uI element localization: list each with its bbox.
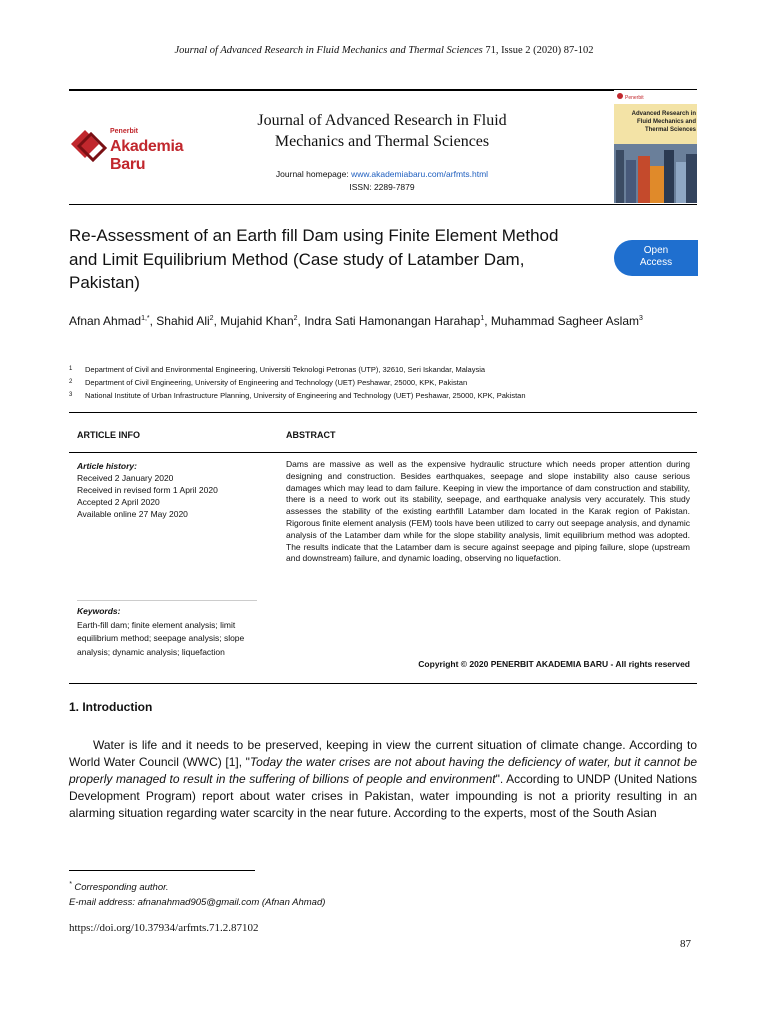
- article-info-header: ARTICLE INFO: [77, 430, 140, 440]
- doi-link[interactable]: https://doi.org/10.37934/arfmts.71.2.87102: [69, 922, 259, 934]
- author-name: Shahid Ali: [156, 314, 210, 328]
- affiliations: [69, 363, 697, 402]
- journal-homepage: [232, 168, 532, 194]
- info-top-rule: [69, 412, 697, 413]
- open-access-line2: Access: [639, 257, 673, 268]
- author-name: Muhammad Sagheer Aslam: [490, 314, 639, 328]
- history-item: Accepted 2 April 2020: [77, 497, 160, 507]
- affiliation-number: 3: [69, 392, 73, 398]
- section-heading: 1. Introduction: [69, 700, 153, 714]
- journal-title: Journal of Advanced Research in Fluid Mechanics and Thermal Sciences: [257, 112, 507, 150]
- intro-paragraph: [69, 737, 697, 822]
- author-name: Mujahid Khan: [220, 314, 294, 328]
- history-item: Received 2 January 2020: [77, 473, 174, 483]
- author-name: Indra Sati Hamonangan Harahap: [304, 314, 481, 328]
- abstract-header: ABSTRACT: [286, 430, 336, 440]
- history-label: Article history:: [77, 461, 137, 471]
- homepage-label: Journal homepage:: [275, 169, 352, 179]
- footnote: [69, 877, 569, 910]
- info-bottom-rule: [69, 683, 697, 684]
- info-header-rule: [69, 452, 697, 453]
- affiliation-number: 1: [69, 366, 73, 372]
- intro-quote: Today the water crises are not about having the deficiency of water, but it cannot be properly managed to result in the suffering of billions of people and environment: [69, 755, 697, 786]
- page-number: 87: [680, 938, 691, 950]
- history-item: Received in revised form 1 April 2020: [77, 485, 218, 495]
- author-sup: 1: [480, 315, 485, 322]
- intro-text-1: Water is life and it needs to be preserved, keeping in view the current situation of climate change. According to World Water Council (WWC) [1], ": [69, 738, 697, 769]
- homepage-link[interactable]: www.akademiabaru.com/arfmts.html: [351, 169, 489, 179]
- author-name: Afnan Ahmad: [69, 314, 142, 328]
- header-bottom-rule: [69, 204, 697, 205]
- author-list: Afnan Ahmad$^{1,*}$, Shahid Ali$^2$, Mujahid Khan$^2$, Indra Sati Hamonangan Harahap$^1$, Muhammad Sagheer Aslam$^3$: [69, 314, 643, 328]
- affiliation-text: National Institute of Urban Infrastructure Planning, University of Engineering and Technology (UET) Peshawar, 25000, KPK, Pakistan: [85, 391, 526, 400]
- logo-name: Akademia Baru: [110, 138, 184, 173]
- issn: ISSN: 2289-7879: [349, 182, 415, 192]
- article-history: [77, 460, 267, 520]
- footnote-rule: [69, 870, 255, 871]
- top-rule: [69, 89, 697, 91]
- running-volume: 71, Issue 2 (2020) 87-102: [482, 45, 594, 56]
- cover-title: Advanced Research in Fluid Mechanics and Thermal Sciences: [631, 111, 696, 133]
- copyright: Copyright © 2020 PENERBIT AKADEMIA BARU - All rights reserved: [418, 659, 690, 669]
- keywords-label: Keywords:: [77, 606, 121, 616]
- footnote-mark: *: [69, 881, 72, 888]
- publisher-logo: [69, 128, 219, 173]
- author-sup: 3: [639, 315, 643, 322]
- affiliation-number: 2: [69, 379, 73, 385]
- logo-penerbit: Penerbit: [110, 128, 139, 135]
- email-address: E-mail address: afnanahmad905@gmail.com (Afnan Ahmad): [69, 897, 326, 909]
- affiliation-text: Department of Civil and Environmental Engineering, Universiti Teknologi Petronas (UTP), 32610, Seri Iskandar, Malaysia: [85, 365, 486, 374]
- intro-text-2: ". According to UNDP (United Nations Development Program) report about water crises in Pakistan, water impounding is not a priority resulting in an alarming situation regarding water scarcity in the near future. According to the experts, most of the South Asian: [69, 772, 697, 820]
- author-sup: 2: [209, 315, 214, 322]
- corresponding-label: Corresponding author.: [71, 882, 169, 894]
- keywords: [77, 605, 267, 659]
- affiliation-item: [69, 363, 697, 376]
- open-access-badge[interactable]: [614, 240, 698, 276]
- history-item: Available online 27 May 2020: [77, 509, 188, 519]
- open-access-line1: Open: [643, 245, 669, 256]
- running-header: [0, 45, 768, 56]
- affiliation-item: [69, 389, 697, 402]
- logo-mark-icon: [69, 128, 109, 164]
- affiliation-text: Department of Civil Engineering, University of Engineering and Technology (UET) Peshawar, 25000, KPK, Pakistan: [85, 378, 468, 387]
- author-sup: 2: [293, 315, 298, 322]
- author-sup: 1,*: [141, 315, 150, 322]
- keywords-rule: [77, 600, 257, 601]
- cover-publisher: Penerbit: [625, 95, 644, 101]
- running-journal: Journal of Advanced Research in Fluid Mechanics and Thermal Sciences: [174, 45, 483, 56]
- affiliation-item: [69, 376, 697, 389]
- article-title: Re-Assessment of an Earth fill Dam using Finite Element Method and Limit Equilibrium Method (Case study of Latamber Dam, Pakistan): [69, 226, 559, 292]
- journal-cover-image: [614, 90, 697, 203]
- abstract-text: Dams are massive as well as the expensive hydraulic structure which needs proper attention during designing and construction. Besides earthquakes, seepage and slope instability also cause serious damages which may lead to dam failure. Keeping in view the importance of dam construction and stability, there is a need to work out its stability, seepage, and earthquake analysis very accurately. This study assesses the stability of the existing earthfill Latamber dam located in the Karak region of Pakistan. Rigorous finite element analysis (FEM) tools have been utilized to carry out seepage analysis, and dynamic analysis of the Latamber dam while for the slope stability analysis, limit equilibrium method was adopted. The results indicate that the Latamber dam is secure against seepage and piping failure, slope (upstream and downstream) failure, and dynamic loading, observing no liquefaction.: [286, 459, 690, 564]
- keywords-text: Earth-fill dam; finite element analysis; limit equilibrium method; seepage analysis; slope analysis; dynamic analysis; liquefaction: [77, 619, 245, 657]
- corresponding-author: [69, 877, 569, 895]
